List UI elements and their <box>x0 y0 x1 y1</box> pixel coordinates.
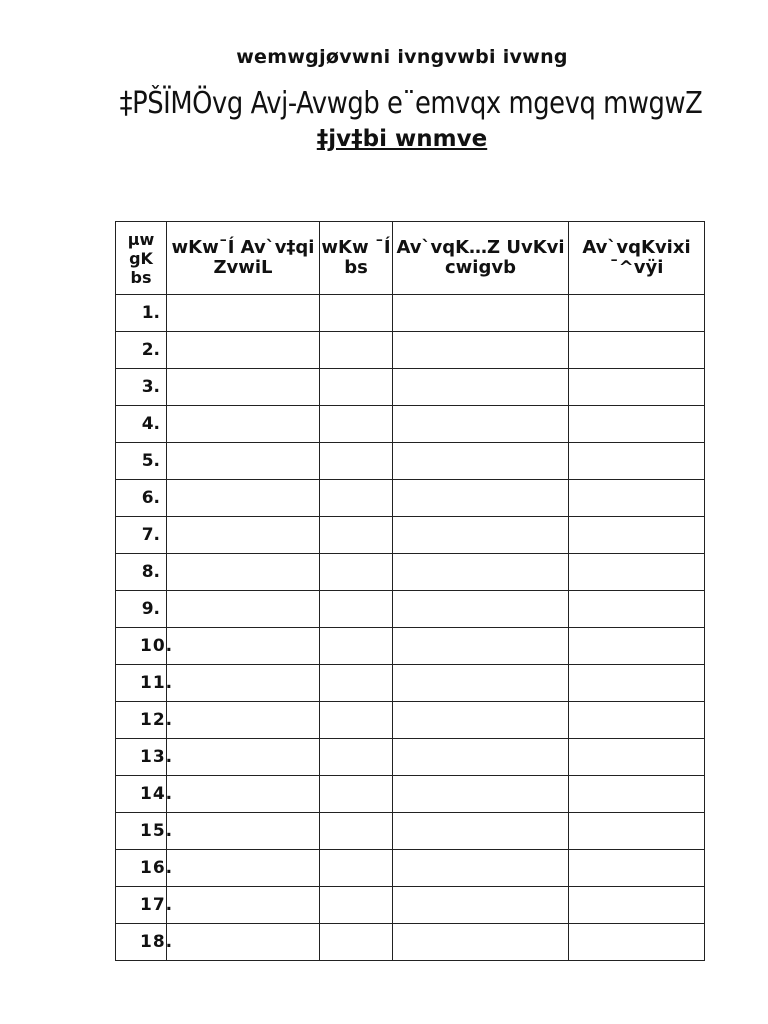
amount-paid-cell[interactable] <box>393 480 569 517</box>
society-name-heading: ‡PŠÏMÖvg Avj-Avwgb e¨emvqx mgevq mwgwZ <box>119 86 703 121</box>
table-body <box>116 295 705 961</box>
amount-paid-cell[interactable] <box>393 628 569 665</box>
payer-signature-cell[interactable] <box>569 665 705 702</box>
installment-number-cell[interactable] <box>320 406 393 443</box>
table-row <box>116 406 705 443</box>
serial-number-cell: 18. <box>116 924 167 961</box>
amount-paid-cell[interactable] <box>393 406 569 443</box>
serial-number-cell: 17. <box>116 887 167 924</box>
column-header-installment-number: wKw ¯Í bs <box>320 222 393 295</box>
table-header-row <box>116 222 705 295</box>
installment-number-cell[interactable] <box>320 517 393 554</box>
installment-date-cell[interactable] <box>167 887 320 924</box>
payer-signature-cell[interactable] <box>569 295 705 332</box>
table-row <box>116 517 705 554</box>
amount-paid-cell[interactable] <box>393 702 569 739</box>
installment-date-cell[interactable] <box>167 443 320 480</box>
table-row <box>116 443 705 480</box>
installment-number-cell[interactable] <box>320 369 393 406</box>
amount-paid-cell[interactable] <box>393 924 569 961</box>
installment-date-cell[interactable] <box>167 665 320 702</box>
installment-number-cell[interactable] <box>320 443 393 480</box>
serial-number-cell: 8. <box>116 554 167 591</box>
installment-number-cell[interactable] <box>320 295 393 332</box>
payer-signature-cell[interactable] <box>569 702 705 739</box>
amount-paid-cell[interactable] <box>393 850 569 887</box>
amount-paid-cell[interactable] <box>393 369 569 406</box>
serial-number-cell: 1. <box>116 295 167 332</box>
serial-number-cell: 10. <box>116 628 167 665</box>
installment-date-cell[interactable] <box>167 295 320 332</box>
amount-paid-cell[interactable] <box>393 776 569 813</box>
amount-paid-cell[interactable] <box>393 591 569 628</box>
payer-signature-cell[interactable] <box>569 443 705 480</box>
installment-number-cell[interactable] <box>320 665 393 702</box>
payer-signature-cell[interactable] <box>569 628 705 665</box>
table-row <box>116 924 705 961</box>
organization-heading: wemwgjøvwni ivngvwbi ivwng <box>236 46 568 68</box>
table-row <box>116 332 705 369</box>
payer-signature-cell[interactable] <box>569 776 705 813</box>
payer-signature-cell[interactable] <box>569 554 705 591</box>
installment-number-cell[interactable] <box>320 924 393 961</box>
serial-number-cell: 16. <box>116 850 167 887</box>
amount-paid-cell[interactable] <box>393 295 569 332</box>
installment-date-cell[interactable] <box>167 813 320 850</box>
amount-paid-cell[interactable] <box>393 443 569 480</box>
installment-date-cell[interactable] <box>167 850 320 887</box>
installment-date-cell[interactable] <box>167 628 320 665</box>
table-row <box>116 295 705 332</box>
serial-number-cell: 11. <box>116 665 167 702</box>
installment-date-cell[interactable] <box>167 406 320 443</box>
installment-date-cell[interactable] <box>167 554 320 591</box>
installment-date-cell[interactable] <box>167 702 320 739</box>
installment-number-cell[interactable] <box>320 850 393 887</box>
serial-number-cell: 6. <box>116 480 167 517</box>
table-row <box>116 665 705 702</box>
table-row <box>116 554 705 591</box>
installment-number-cell[interactable] <box>320 480 393 517</box>
payer-signature-cell[interactable] <box>569 517 705 554</box>
table-row <box>116 850 705 887</box>
installment-number-cell[interactable] <box>320 554 393 591</box>
installment-number-cell[interactable] <box>320 739 393 776</box>
installment-number-cell[interactable] <box>320 702 393 739</box>
table-row <box>116 887 705 924</box>
table-row <box>116 702 705 739</box>
column-header-serial: µw gK bs <box>116 222 167 295</box>
table-row <box>116 480 705 517</box>
payer-signature-cell[interactable] <box>569 850 705 887</box>
payer-signature-cell[interactable] <box>569 924 705 961</box>
serial-number-cell: 4. <box>116 406 167 443</box>
column-header-installment-date: wKw¯Í Av`v‡qi ZvwiL <box>167 222 320 295</box>
serial-number-cell: 2. <box>116 332 167 369</box>
payer-signature-cell[interactable] <box>569 739 705 776</box>
installment-date-cell[interactable] <box>167 776 320 813</box>
payer-signature-cell[interactable] <box>569 332 705 369</box>
table-row <box>116 628 705 665</box>
installment-date-cell[interactable] <box>167 332 320 369</box>
payer-signature-cell[interactable] <box>569 591 705 628</box>
installment-number-cell[interactable] <box>320 813 393 850</box>
table-row <box>116 813 705 850</box>
table-row <box>116 369 705 406</box>
payer-signature-cell[interactable] <box>569 369 705 406</box>
table-row <box>116 776 705 813</box>
amount-paid-cell[interactable] <box>393 665 569 702</box>
amount-paid-cell[interactable] <box>393 887 569 924</box>
installment-number-cell[interactable] <box>320 332 393 369</box>
serial-number-cell: 13. <box>116 739 167 776</box>
serial-number-cell: 9. <box>116 591 167 628</box>
payer-signature-cell[interactable] <box>569 887 705 924</box>
amount-paid-cell[interactable] <box>393 332 569 369</box>
amount-paid-cell[interactable] <box>393 517 569 554</box>
installment-number-cell[interactable] <box>320 776 393 813</box>
page-title: ‡jv‡bi wnmve <box>316 126 488 152</box>
installment-date-cell[interactable] <box>167 591 320 628</box>
serial-number-cell: 3. <box>116 369 167 406</box>
installment-date-cell[interactable] <box>167 480 320 517</box>
installment-date-cell[interactable] <box>167 517 320 554</box>
payer-signature-cell[interactable] <box>569 406 705 443</box>
installment-date-cell[interactable] <box>167 924 320 961</box>
serial-number-cell: 15. <box>116 813 167 850</box>
column-header-payer-signature: Av`vqKvixi ¯^vÿi <box>569 222 705 295</box>
amount-paid-cell[interactable] <box>393 813 569 850</box>
installment-number-cell[interactable] <box>320 887 393 924</box>
serial-number-cell: 5. <box>116 443 167 480</box>
installment-date-cell[interactable] <box>167 739 320 776</box>
table-row <box>116 591 705 628</box>
loan-account-table <box>115 221 705 961</box>
table-row <box>116 739 705 776</box>
payer-signature-cell[interactable] <box>569 480 705 517</box>
payer-signature-cell[interactable] <box>569 813 705 850</box>
installment-date-cell[interactable] <box>167 369 320 406</box>
serial-number-cell: 12. <box>116 702 167 739</box>
amount-paid-cell[interactable] <box>393 554 569 591</box>
column-header-amount-paid: Av`vqK…Z UvKvi cwigvb <box>393 222 569 295</box>
amount-paid-cell[interactable] <box>393 739 569 776</box>
installment-number-cell[interactable] <box>320 628 393 665</box>
installment-number-cell[interactable] <box>320 591 393 628</box>
serial-number-cell: 7. <box>116 517 167 554</box>
serial-number-cell: 14. <box>116 776 167 813</box>
